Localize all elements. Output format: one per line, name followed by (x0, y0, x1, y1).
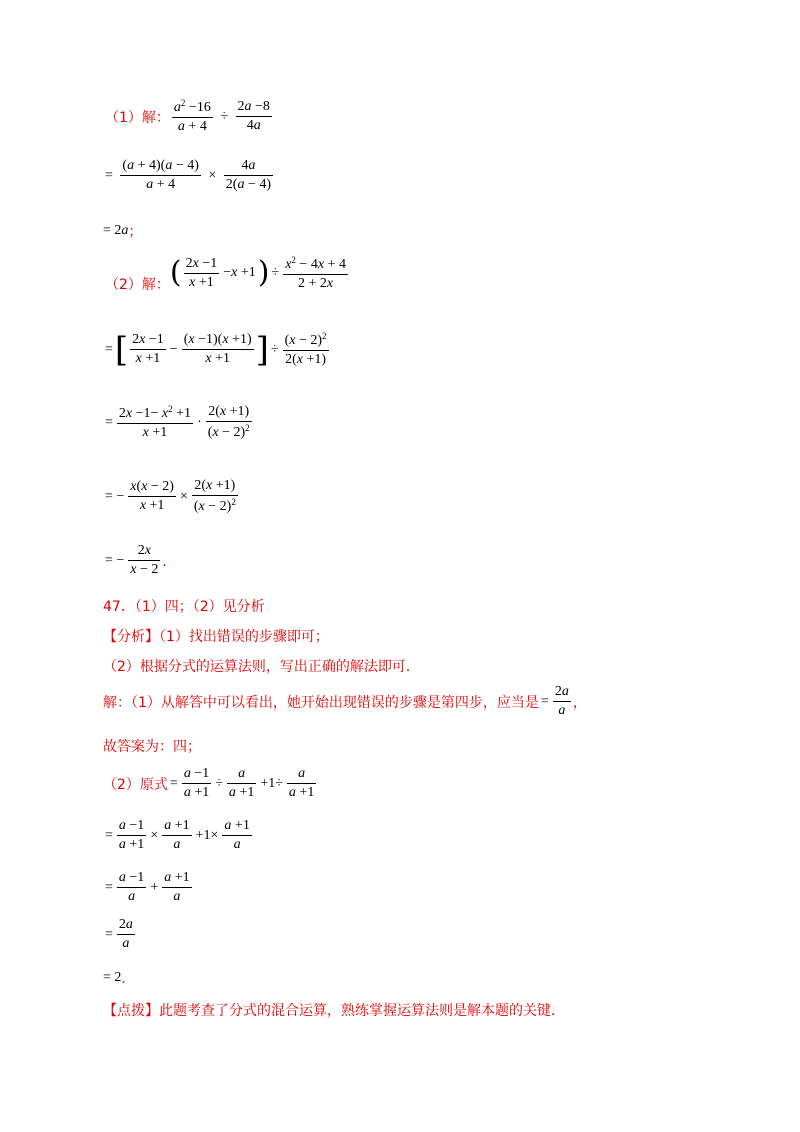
p2-step-0 (105, 252, 800, 294)
answer-row (103, 736, 800, 756)
period: ． (162, 553, 177, 570)
p1-label: （1）解： (105, 109, 170, 126)
p2-label: （2）解： (105, 277, 170, 293)
tip-row (103, 1000, 800, 1020)
p1-step-0 (105, 98, 800, 135)
math-expression: = $\frac{2x -1- x^2 +1}{x +1}$ · $\frac{2(x +1)}{(x - 2)^2}$ (105, 404, 250, 440)
math-expression: = − $\frac{x(x - 2)}{x +1}$ × $\frac{2(x +1)}{(x - 2)^2}$ (105, 478, 236, 514)
math-expression: = $\frac{a -1}{a}$ + $\frac{a +1}{a}$ (105, 870, 190, 904)
analysis-tag: 【分析】 (103, 629, 159, 645)
p47-2-step-4 (103, 968, 800, 988)
p47-2-label: （2）原式 (103, 776, 168, 793)
tip-tag: 【点拨】 (103, 1003, 159, 1019)
tip-text: 此题考查了分式的混合运算，熟练掌握运算法则是解本题的关键． (159, 1003, 565, 1019)
math-expression: = $\frac{a -1}{a +1}$ ÷ $\frac{a}{a +1}$ +1÷ $\frac{a}{a +1}$ (169, 766, 315, 800)
comma: ， (572, 694, 587, 711)
math-expression: = $\frac{2a}{a}$ (105, 917, 133, 951)
math-expression: = 2a (103, 223, 129, 238)
math-expression: = $\frac{2a}{a}$ (540, 684, 569, 718)
math-expression: ( $\frac{2x -1}{x +1}$ −x +1 ) ÷ $\frac{x^2 - 4x + 4}{2 + 2x}$ (169, 254, 346, 291)
period-2: ． (121, 971, 136, 987)
analysis-1: （1）找出错误的步骤即可； (159, 629, 329, 645)
q47-header-row (103, 596, 800, 616)
p47-2-step-0 (103, 766, 800, 801)
solution-row (103, 684, 800, 719)
p2-step-2 (103, 404, 800, 441)
math-expression: $\frac{a^2 -16}{a + 4}$ ÷ $\frac{2a -8}{4a}$ (173, 98, 270, 134)
math-expression: = − $\frac{2x}{x - 2}$ (105, 543, 159, 577)
math-expression: = $\frac{(a + 4)(a - 4)}{a + 4}$ × $\frac{4a}{2(a - 4)}$ (105, 158, 272, 192)
answer-line: 故答案为：四； (103, 739, 201, 755)
semicolon: ； (128, 224, 143, 240)
solution-prefix: 解：（1）从解答中可以看出，她开始出现错误的步骤是第四步，应当是 (103, 694, 539, 711)
p47-2-step-3 (103, 917, 800, 952)
p2-step-3 (103, 478, 800, 515)
p47-2-step-1 (103, 818, 800, 853)
p47-2-step-2 (103, 870, 800, 905)
p2-step-1 (103, 331, 800, 368)
math-expression: = $\frac{a -1}{a +1}$ × $\frac{a +1}{a}$ +1× $\frac{a +1}{a}$ (105, 818, 250, 852)
math-expression: = 2 (103, 970, 122, 985)
analysis-row-1 (103, 626, 800, 646)
p2-step-4 (103, 543, 800, 578)
p1-step-2 (103, 221, 800, 241)
analysis-2: （2）根据分式的运算法则，写出正确的解法即可． (103, 659, 420, 675)
analysis-row-2 (103, 656, 800, 676)
p1-step-1 (103, 158, 800, 193)
math-expression: = [ $\frac{2x -1}{x +1}$ − $\frac{(x -1)(x +1)}{x +1}$ ] ÷ $\frac{(x - 2)^2}{2(x +1)}$ (105, 329, 327, 370)
q47-header: 47．（1）四；（2）见分析 (103, 599, 265, 615)
